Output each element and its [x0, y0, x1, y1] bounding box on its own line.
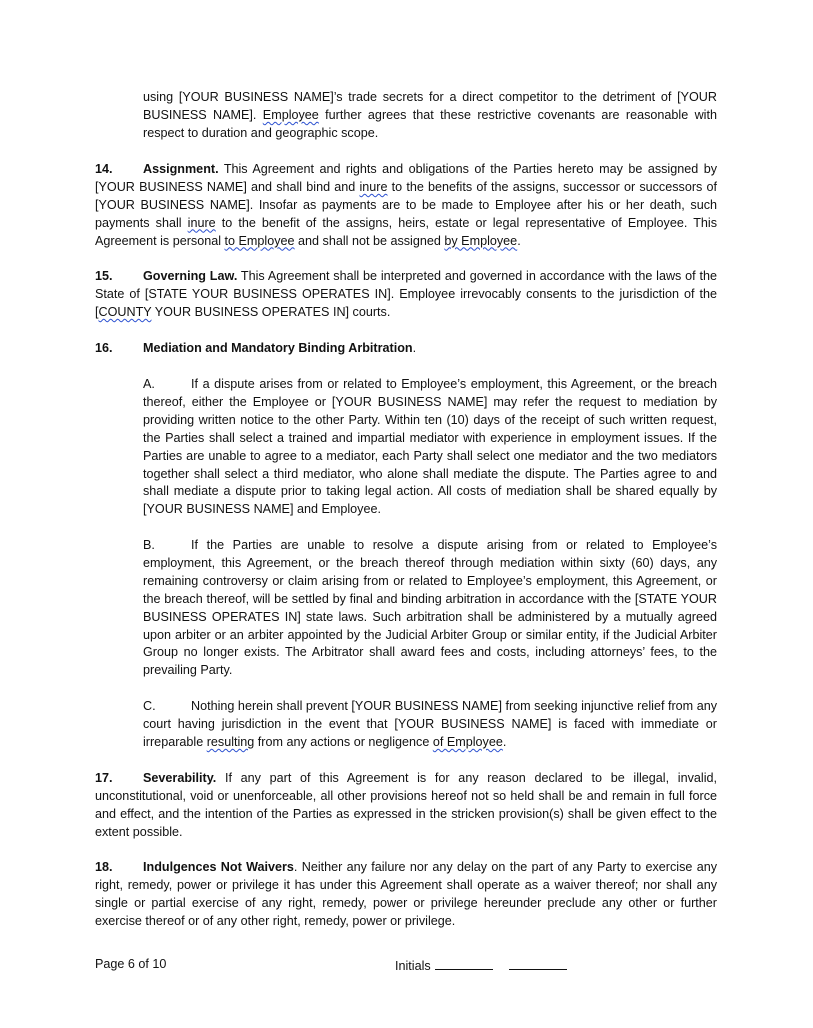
grammar-phrase: of Employee — [432, 734, 503, 749]
subsection-16a — [0, 376, 813, 519]
section-text: and shall not be assigned — [294, 233, 445, 248]
subsection-16c — [0, 698, 813, 752]
section-number: 15. — [95, 269, 113, 283]
subsection-text: If a dispute arises from or related to Employee’s employment, this Agreement, or the breach thereof, either the Employee or [YOUR BUSINESS NAME] may refer the request to mediation by providing written notice to the other Party. Within ten (10) days of the receipt of such written request, the Parties shall select a trained and impartial mediator with experience in employment issues. If the Parties are unable to agree to a mediator, each Party shall select one mediator and the two mediators together shall select a third mediator, who alone shall mediate the dispute. The Parties agree to and shall mediate a dispute prior to taking legal action. All costs of mediation shall be shared equally by [YOUR BUSINESS NAME] and Employee. — [143, 377, 717, 517]
section-17-severability — [0, 770, 813, 842]
section-18-indulgences — [0, 859, 813, 931]
section-number: 17. — [95, 771, 113, 785]
section-number: 16. — [95, 341, 113, 355]
subsection-text: Nothing herein shall prevent [YOUR BUSINESS NAME] from seeking injunctive relief from any court having jurisdiction in the event that [YOUR BUSINESS NAME] is faced with immediate or irreparable — [143, 699, 717, 749]
initials-blank-2[interactable] — [509, 956, 567, 970]
section-text: . Neither any failure nor any delay on the part of any Party to exercise any right, remedy, power or privilege it has under this Agreement shall operate as a waiver thereof; nor shall any single or partial exercise of any right, remedy, power or privilege hereunder preclude any other or further exercise thereof or of any other right, remedy, power or privilege. — [95, 860, 718, 928]
section-text: If any part of this Agreement is for any reason declared to be illegal, invalid, unconstitutional, void or unenforceable, all other provisions hereof not so held shall be and remain in full force and effect, and the intention of the Parties as expressed in the stricken provision(s) shall be given effect to the extent possible. — [95, 771, 717, 839]
continuation-text: using [YOUR BUSINESS NAME]’s trade secrets for a direct competitor to the detriment of [YOUR BUSINESS NAME]. — [143, 90, 717, 122]
subsection-16b — [0, 537, 813, 680]
grammar-phrase: by Employee — [444, 233, 518, 248]
subsection-text: from any actions or negligence — [254, 734, 433, 749]
section-text: YOUR BUSINESS OPERATES IN] courts. — [151, 304, 391, 319]
section-text: to the benefit of the assigns, heirs, estate or legal representative of Employee. This Agreement is personal — [95, 215, 717, 248]
section-number: 14. — [95, 162, 113, 176]
section-text: This Agreement and rights and obligations of the Parties hereto may be assigned by [YOUR BUSINESS NAME] and shall bind and — [95, 162, 717, 194]
section-16-mediation — [0, 340, 813, 358]
section-15-governing-law — [0, 268, 813, 322]
section-text: . — [517, 233, 521, 248]
section-text: This Agreement shall be interpreted and governed in accordance with the laws of the State of [STATE YOUR BUSINESS OPERATES IN]. Employee irrevocably consents to the jurisdiction of the [ — [95, 269, 717, 319]
section-text: . — [412, 341, 417, 355]
spellcheck-word: Employee — [262, 107, 319, 122]
section-heading: Assignment. — [143, 162, 219, 176]
initials-blank-1[interactable] — [435, 956, 493, 970]
section-heading: Indulgences Not Waivers — [143, 860, 294, 874]
section-heading: Mediation and Mandatory Binding Arbitration — [143, 341, 413, 355]
spellcheck-word: inure — [187, 215, 216, 230]
page-number: Page 6 of 10 — [95, 957, 167, 971]
initials-label: Initials — [395, 959, 431, 973]
continuation-text-end: further agrees that these restrictive covenants are reasonable with respect to duration and geographic scope. — [143, 107, 717, 140]
subsection-label: B. — [143, 538, 155, 552]
subsection-label: C. — [143, 699, 156, 713]
section-text: to the benefits of the assigns, successor or successors of [YOUR BUSINESS NAME]. Insofar as payments are to be made to Employee after his or her death, such payments shall — [95, 179, 718, 230]
section-heading: Severability. — [143, 771, 217, 785]
section-number: 18. — [95, 860, 113, 874]
subsection-text: If the Parties are unable to resolve a dispute arising from or related to Employee’s employment, this Agreement, or the breach thereof through mediation within sixty (60) days, any remaining controversy or claim arising from or related to Employee’s employment, this Agreement, or the breach thereof, will be settled by final and binding arbitration in accordance with the [STATE YOUR BUSINESS OPERATES IN] state laws. Such arbitration shall be administered by a mutually agreed upon arbiter or an arbiter appointed by the Judicial Arbiter Group or similar entity, if the Judicial Arbiter Group no longer exists. The Arbitrator shall award fees and costs, including attorneys’ fees, to the prevailing Party. — [143, 538, 717, 678]
page-footer — [95, 956, 717, 974]
subsection-text: . — [502, 734, 507, 749]
subsection-label: A. — [143, 377, 155, 391]
section-14-assignment — [0, 161, 813, 251]
grammar-word: resulting — [206, 734, 255, 749]
spellcheck-word: COUNTY — [98, 304, 152, 319]
spellcheck-word: inure — [359, 179, 388, 194]
section-heading: Governing Law. — [143, 269, 238, 283]
initials-area — [395, 956, 567, 976]
grammar-phrase: to Employee — [224, 233, 295, 248]
continuation-paragraph — [0, 89, 813, 143]
